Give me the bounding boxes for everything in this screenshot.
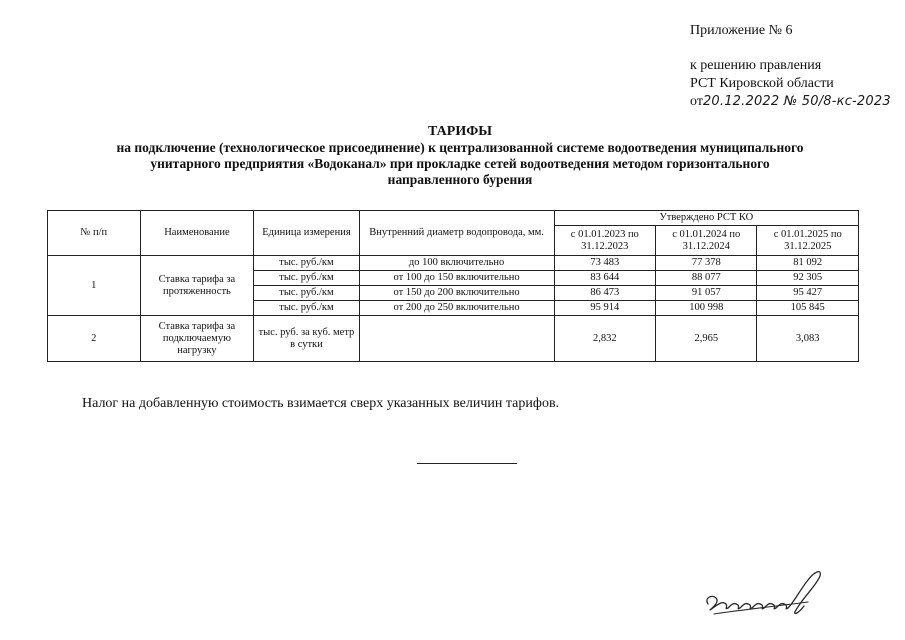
divider-line xyxy=(417,463,517,464)
decision-prefix: от xyxy=(690,94,703,109)
table-row xyxy=(48,316,859,362)
header-approved: Утверждено РСТ КО xyxy=(554,211,858,226)
title-line-2: унитарного предприятия «Водоканал» при прокладке сетей водоотведения методом горизонтального xyxy=(150,156,770,171)
decision-line-1: к решению правления xyxy=(690,58,822,73)
cell-value-2023: 83 644 xyxy=(554,271,655,286)
decision-line-2: РСТ Кировской области xyxy=(690,76,834,91)
cell-value-2025: 105 845 xyxy=(757,301,859,316)
cell-unit: тыс. руб./км xyxy=(254,271,359,286)
header-unit: Единица измерения xyxy=(254,211,359,256)
row-1-num: 1 xyxy=(48,256,141,316)
cell-value-2024: 100 998 xyxy=(656,301,757,316)
cell-value-2024: 2,965 xyxy=(656,316,757,362)
cell-diameter: от 150 до 200 включительно xyxy=(359,286,554,301)
tariff-table xyxy=(47,210,859,362)
cell-unit: тыс. руб./км xyxy=(254,301,359,316)
header-period-2023: с 01.01.2023 по 31.12.2023 xyxy=(554,226,655,256)
cell-value-2025: 92 305 xyxy=(757,271,859,286)
cell-value-2023: 73 483 xyxy=(554,256,655,271)
cell-value-2023: 95 914 xyxy=(554,301,655,316)
table-header-row xyxy=(48,211,859,226)
header-period-2024: с 01.01.2024 по 31.12.2024 xyxy=(656,226,757,256)
header-period-2025: с 01.01.2025 по 31.12.2025 xyxy=(757,226,859,256)
cell-value-2025: 3,083 xyxy=(757,316,859,362)
header-num: № п/п xyxy=(48,211,141,256)
document-title xyxy=(60,124,860,188)
cell-value-2023: 2,832 xyxy=(554,316,655,362)
title-main: ТАРИФЫ xyxy=(428,124,492,139)
row-2-num: 2 xyxy=(48,316,141,362)
cell-diameter: от 200 до 250 включительно xyxy=(359,301,554,316)
cell-value-2024: 91 057 xyxy=(656,286,757,301)
cell-diameter xyxy=(359,316,554,362)
cell-unit: тыс. руб. за куб. метр в сутки xyxy=(254,316,359,362)
cell-unit: тыс. руб./км xyxy=(254,256,359,271)
cell-unit: тыс. руб./км xyxy=(254,286,359,301)
title-line-1: на подключение (технологическое присоединение) к централизованной системе водоотведения муниципального xyxy=(116,140,804,155)
decision-reference xyxy=(690,57,891,111)
header-diameter: Внутренний диаметр водопровода, мм. xyxy=(359,211,554,256)
signature-mark xyxy=(700,560,840,620)
cell-value-2025: 95 427 xyxy=(757,286,859,301)
header-name: Наименование xyxy=(140,211,254,256)
row-1-name: Ставка тарифа за протяженность xyxy=(140,256,254,316)
vat-note: Налог на добавленную стоимость взимается сверх указанных величин тарифов. xyxy=(82,396,560,411)
cell-diameter: от 100 до 150 включительно xyxy=(359,271,554,286)
cell-diameter: до 100 включительно xyxy=(359,256,554,271)
decision-date-line xyxy=(690,93,891,111)
table-row xyxy=(48,256,859,271)
handwritten-decision-number: 20.12.2022 № 50/8-кс-2023 xyxy=(702,94,891,109)
row-2-name: Ставка тарифа за подключаемую нагрузку xyxy=(140,316,254,362)
cell-value-2024: 88 077 xyxy=(656,271,757,286)
appendix-label: Приложение № 6 xyxy=(690,23,793,38)
cell-value-2023: 86 473 xyxy=(554,286,655,301)
cell-value-2024: 77 378 xyxy=(656,256,757,271)
title-line-3: направленного бурения xyxy=(387,172,533,187)
cell-value-2025: 81 092 xyxy=(757,256,859,271)
